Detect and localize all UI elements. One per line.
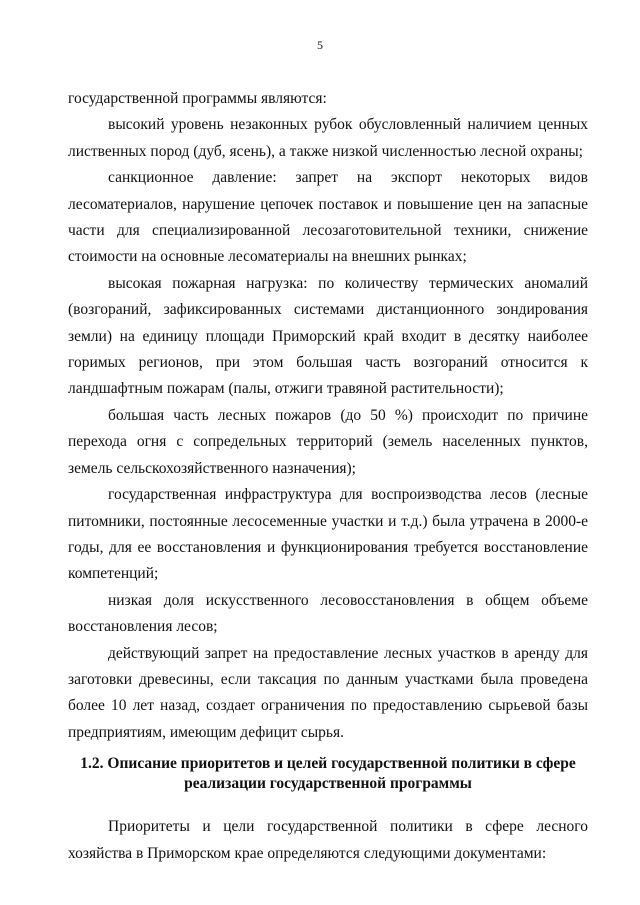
paragraph-forest-fires: большая часть лесных пожаров (до 50 %) происходит по причине перехода огня с сопредельных территорий (земель населенных пунктов, земель сельскохозяйственного назначения); bbox=[68, 406, 588, 477]
section-heading-line-2: реализации государственной программы bbox=[184, 775, 472, 793]
page-number: 5 bbox=[317, 38, 323, 52]
document-body bbox=[68, 86, 588, 867]
paragraph-reforestation: низкая доля искусственного лесовосстановления в общем объеме восстановления лесов; bbox=[68, 591, 588, 636]
paragraph-continuation: государственной программы являются: bbox=[68, 90, 327, 107]
paragraph-fire-load: высокая пожарная нагрузка: по количеству термических аномалий (возгораний, зафиксированных системами дистанционного зондирования земли) на единицу площади Приморский край входит в десятку наиболее горимых регионов, при этом большая часть возгораний относится к ландшафтным пожарам (палы, отжиги травяной растительности); bbox=[68, 274, 588, 398]
paragraph-illegal-logging: высокий уровень незаконных рубок обусловленный наличием ценных лиственных пород (дуб, ясень), а также низкой численностью лесной охраны; bbox=[68, 116, 588, 160]
paragraph-sanctions: санкционное давление: запрет на экспорт некоторых видов лесоматериалов, нарушение цепочек поставок и повышение цен на запасные части для специализированной лесозаготовительной техники, снижение стоимости на основные лесоматериалы на внешних рынках; bbox=[68, 169, 588, 266]
paragraph-infrastructure: государственная инфраструктура для воспроизводства лесов (лесные питомники, постоянные лесосеменные участки и т.д.) была утрачена в 2000-е годы, для ее восстановления и функционирования требуется восстановление компетенций; bbox=[68, 486, 588, 583]
section-heading-line-1: 1.2. Описание приоритетов и целей государственной политики в сфере bbox=[80, 755, 576, 773]
section-heading bbox=[68, 754, 588, 794]
paragraph-priorities: Приоритеты и цели государственной политики в сфере лесного хозяйства в Приморском крае определяются следующими документами: bbox=[68, 818, 588, 862]
paragraph-lease-ban: действующий запрет на предоставление лесных участков в аренду для заготовки древесины, если таксация по данным участками была проведена более 10 лет назад, создает ограничения по предоставлению сырьевой базы предприятиям, имеющим дефицит сырья. bbox=[68, 644, 588, 741]
